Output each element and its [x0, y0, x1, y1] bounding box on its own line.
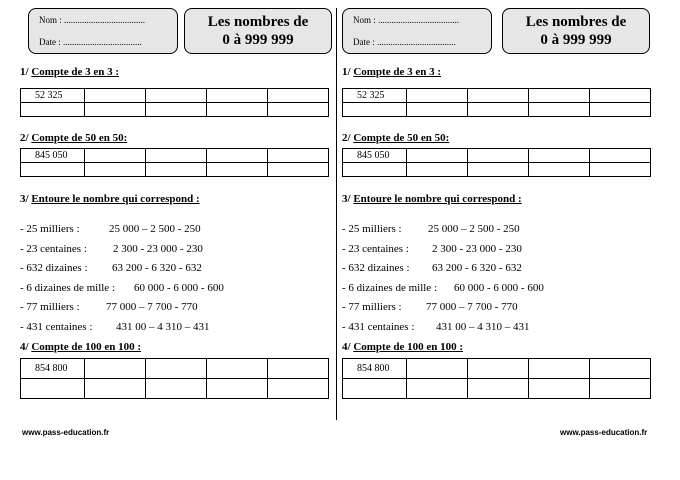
question-4: 4/ Compte de 100 en 100 : — [342, 341, 463, 353]
circle-item: - 431 centaines : 431 00 – 4 310 – 431 — [20, 321, 210, 333]
grid-q2 — [342, 148, 651, 177]
title-line-1: Les nombres de — [207, 14, 309, 30]
title-box — [184, 8, 332, 54]
grid-cell[interactable] — [85, 149, 146, 163]
grid-cell[interactable] — [146, 149, 207, 163]
grid-cell[interactable] — [468, 379, 529, 399]
grid-cell[interactable] — [268, 163, 329, 177]
circle-item: - 25 milliers : 25 000 – 2 500 - 250 — [20, 223, 201, 235]
grid-cell[interactable] — [85, 89, 146, 103]
grid-cell: 854 800 — [21, 359, 85, 379]
name-field: Nom : .................................... — [39, 15, 146, 25]
question-4: 4/ Compte de 100 en 100 : — [20, 341, 141, 353]
grid-cell[interactable] — [407, 89, 468, 103]
grid-cell[interactable] — [268, 379, 329, 399]
name-date-box — [342, 8, 492, 54]
grid-cell[interactable] — [85, 163, 146, 177]
footer-link[interactable]: www.pass-education.fr — [560, 428, 648, 437]
circle-item: - 632 dizaines : 63 200 - 6 320 - 632 — [20, 262, 202, 274]
grid-cell[interactable] — [529, 103, 590, 117]
grid-cell[interactable] — [146, 359, 207, 379]
grid-cell[interactable] — [590, 89, 651, 103]
name-field: Nom : .................................... — [353, 15, 460, 25]
grid-cell[interactable] — [407, 103, 468, 117]
grid-cell: 845 050 — [21, 149, 85, 163]
grid-cell[interactable] — [268, 359, 329, 379]
question-3: 3/ Entoure le nombre qui correspond : — [20, 193, 200, 205]
title-box — [502, 8, 650, 54]
grid-cell[interactable] — [407, 149, 468, 163]
circle-item: - 23 centaines : 2 300 - 23 000 - 230 — [20, 243, 203, 255]
grid-cell[interactable] — [407, 163, 468, 177]
question-1: 1/ Compte de 3 en 3 : — [20, 66, 119, 78]
circle-item: - 6 dizaines de mille : 60 000 - 6 000 - 600 — [20, 282, 224, 294]
grid-cell[interactable] — [207, 163, 268, 177]
grid-cell[interactable] — [146, 163, 207, 177]
grid-cell[interactable] — [590, 103, 651, 117]
grid-cell[interactable] — [529, 89, 590, 103]
grid-cell: 52 325 — [21, 89, 85, 103]
grid-cell[interactable] — [468, 103, 529, 117]
grid-cell[interactable] — [590, 163, 651, 177]
grid-cell[interactable] — [407, 359, 468, 379]
grid-cell[interactable] — [590, 379, 651, 399]
grid-cell[interactable] — [207, 359, 268, 379]
grid-q4 — [20, 358, 329, 399]
footer-link[interactable]: www.pass-education.fr — [22, 428, 110, 437]
circle-item: - 77 milliers : 77 000 – 7 700 - 770 — [20, 301, 198, 313]
name-date-box — [28, 8, 178, 54]
circle-item: - 25 milliers : 25 000 – 2 500 - 250 — [342, 223, 520, 235]
title-line-2: 0 à 999 999 — [540, 32, 612, 48]
worksheet-left — [18, 0, 338, 440]
title-line-2: 0 à 999 999 — [222, 32, 294, 48]
grid-cell[interactable] — [85, 379, 146, 399]
circle-item: - 632 dizaines : 63 200 - 6 320 - 632 — [342, 262, 522, 274]
grid-cell[interactable] — [268, 89, 329, 103]
question-1: 1/ Compte de 3 en 3 : — [342, 66, 441, 78]
circle-item: - 77 milliers : 77 000 – 7 700 - 770 — [342, 301, 518, 313]
grid-cell[interactable] — [207, 379, 268, 399]
grid-cell[interactable] — [529, 379, 590, 399]
grid-cell[interactable] — [207, 89, 268, 103]
circle-item: - 6 dizaines de mille : 60 000 - 6 000 - 600 — [342, 282, 544, 294]
grid-cell[interactable] — [21, 379, 85, 399]
grid-cell[interactable] — [590, 149, 651, 163]
grid-cell[interactable] — [21, 103, 85, 117]
grid-cell[interactable] — [529, 163, 590, 177]
date-field: Date : ................................... — [353, 37, 456, 47]
grid-cell[interactable] — [85, 359, 146, 379]
grid-cell[interactable] — [529, 359, 590, 379]
grid-cell: 52 325 — [343, 89, 407, 103]
grid-cell[interactable] — [590, 359, 651, 379]
circle-item: - 431 centaines : 431 00 – 4 310 – 431 — [342, 321, 530, 333]
grid-cell[interactable] — [268, 149, 329, 163]
grid-cell[interactable] — [407, 379, 468, 399]
grid-q1 — [20, 88, 329, 117]
question-2: 2/ Compte de 50 en 50: — [20, 132, 128, 144]
grid-cell[interactable] — [146, 103, 207, 117]
grid-cell[interactable] — [268, 103, 329, 117]
grid-cell[interactable] — [468, 149, 529, 163]
grid-cell[interactable] — [343, 163, 407, 177]
grid-cell[interactable] — [207, 103, 268, 117]
grid-cell[interactable] — [146, 379, 207, 399]
grid-cell[interactable] — [468, 163, 529, 177]
grid-cell[interactable] — [21, 163, 85, 177]
question-2: 2/ Compte de 50 en 50: — [342, 132, 450, 144]
grid-q1 — [342, 88, 651, 117]
grid-cell[interactable] — [85, 103, 146, 117]
grid-q4 — [342, 358, 651, 399]
grid-cell[interactable] — [207, 149, 268, 163]
grid-cell[interactable] — [529, 149, 590, 163]
grid-q2 — [20, 148, 329, 177]
grid-cell[interactable] — [343, 103, 407, 117]
circle-item: - 23 centaines : 2 300 - 23 000 - 230 — [342, 243, 522, 255]
grid-cell: 845 050 — [343, 149, 407, 163]
worksheet-right — [340, 0, 660, 440]
question-3: 3/ Entoure le nombre qui correspond : — [342, 193, 522, 205]
date-field: Date : ................................... — [39, 37, 142, 47]
grid-cell[interactable] — [146, 89, 207, 103]
grid-cell: 854 800 — [343, 359, 407, 379]
grid-cell[interactable] — [343, 379, 407, 399]
grid-cell[interactable] — [468, 359, 529, 379]
grid-cell[interactable] — [468, 89, 529, 103]
title-line-1: Les nombres de — [525, 14, 627, 30]
